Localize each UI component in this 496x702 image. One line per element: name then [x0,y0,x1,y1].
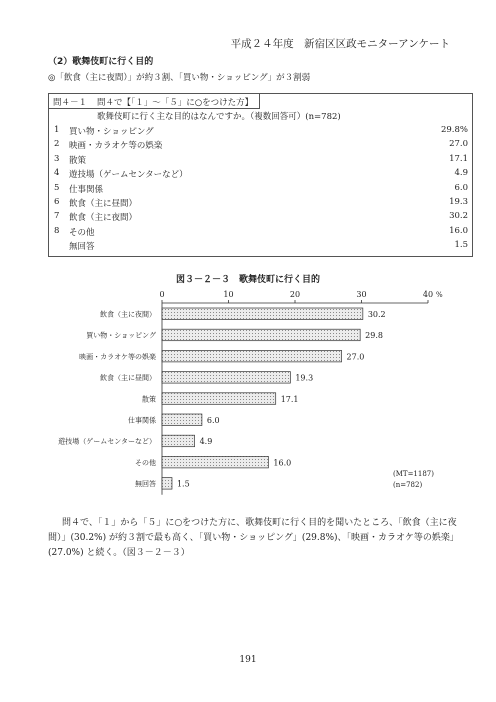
x-tick-label: 40 [422,290,434,299]
bar [162,329,360,341]
result-number: 4 [54,168,60,179]
value-label: 1.5 [176,479,190,489]
result-number: 6 [54,197,60,207]
value-label: 30.2 [367,310,386,319]
bar [162,414,202,426]
x-tick-label: 0 [159,290,165,299]
result-value: 6.0 [454,182,468,193]
result-label: 仕事関係 [69,184,104,195]
result-label: 無回答 [69,242,95,253]
value-label: 17.1 [280,394,299,404]
category-label: 飲食（主に夜間） [100,310,156,319]
result-number: 5 [54,182,60,193]
result-number: 3 [54,153,60,164]
page-number: 191 [239,655,257,665]
result-label: 買い物・ショッピング [69,127,154,137]
result-value: 16.0 [449,225,468,236]
category-label: 無回答 [135,480,156,489]
result-label: 飲食（主に昼間） [69,199,138,209]
x-tick-label: 30 [356,290,367,299]
summary-line: ◎「飲食（主に夜間）」が約３割、「買い物・ショッピング」が３割弱 [48,73,311,83]
question-text-line2: 歌舞伎町に行く主な目的はなんですか。（複数回答可）(n=782) [97,112,341,122]
result-number: 1 [54,125,60,135]
result-label: 飲食（主に夜間） [69,213,138,224]
x-axis-unit: % [436,291,443,299]
result-number: 7 [54,211,60,222]
section-title: （2）歌舞伎町に行く目的 [48,57,154,67]
x-tick-label: 20 [289,290,301,299]
category-label: 散策 [142,395,156,404]
result-label: 映画・カラオケ等の娯楽 [69,141,163,152]
category-label: 遊技場（ゲームセンターなど） [58,437,156,446]
figure-title: 図３－２－３ 歌舞伎町に行く目的 [175,275,320,285]
value-label: 27.0 [346,352,365,362]
category-label: その他 [135,458,156,467]
result-number: 8 [54,225,60,236]
body-paragraph: 問４で、「１」から「５」に○をつけた方に、歌舞伎町に行く目的を聞いたところ、「飲食（主に夜間）」(30.2%) が約３割で最も高く、「買い物・ショッピング」(29.8%)、「映画・カラオケ等の娯楽」(27.0%) と続く。（図３－２－３） [48,518,459,558]
result-label: 遊技場（ゲームセンターなど） [69,170,188,181]
category-label: 買い物・ショッピング [86,331,156,340]
result-value: 29.8% [440,125,468,135]
sample-size-note: (MT=1187) [393,470,434,478]
bar [162,308,363,320]
bar [162,393,276,405]
value-label: 19.3 [295,373,314,383]
bar [162,456,268,468]
bar [162,478,172,490]
bar [162,435,195,447]
result-value: 27.0 [449,139,468,150]
x-tick-label: 10 [223,290,234,299]
result-value: 17.1 [449,153,468,164]
value-label: 6.0 [206,416,220,425]
value-label: 16.0 [273,458,292,468]
result-number: 2 [54,139,60,150]
sample-size-note: (n=782) [393,481,423,489]
document-header: 平成２４年度 新宿区区政モニターアンケート [230,38,450,50]
result-value: 30.2 [449,211,468,222]
result-label: 散策 [69,155,87,166]
bar [162,372,290,384]
result-value: 1.5 [454,240,468,251]
category-label: 仕事関係 [128,416,156,425]
category-label: 飲食（主に昼間） [100,374,156,383]
result-value: 4.9 [454,168,468,179]
category-label: 映画・カラオケ等の娯楽 [79,352,156,361]
value-label: 4.9 [199,437,213,447]
question-text-line1: 問４で【「１」～「５」に○をつけた方】 [97,98,254,108]
result-label: その他 [69,227,95,238]
value-label: 29.8 [365,331,383,341]
result-value: 19.3 [449,197,468,207]
question-id: 問４－１ [53,98,88,108]
bar [162,350,342,362]
